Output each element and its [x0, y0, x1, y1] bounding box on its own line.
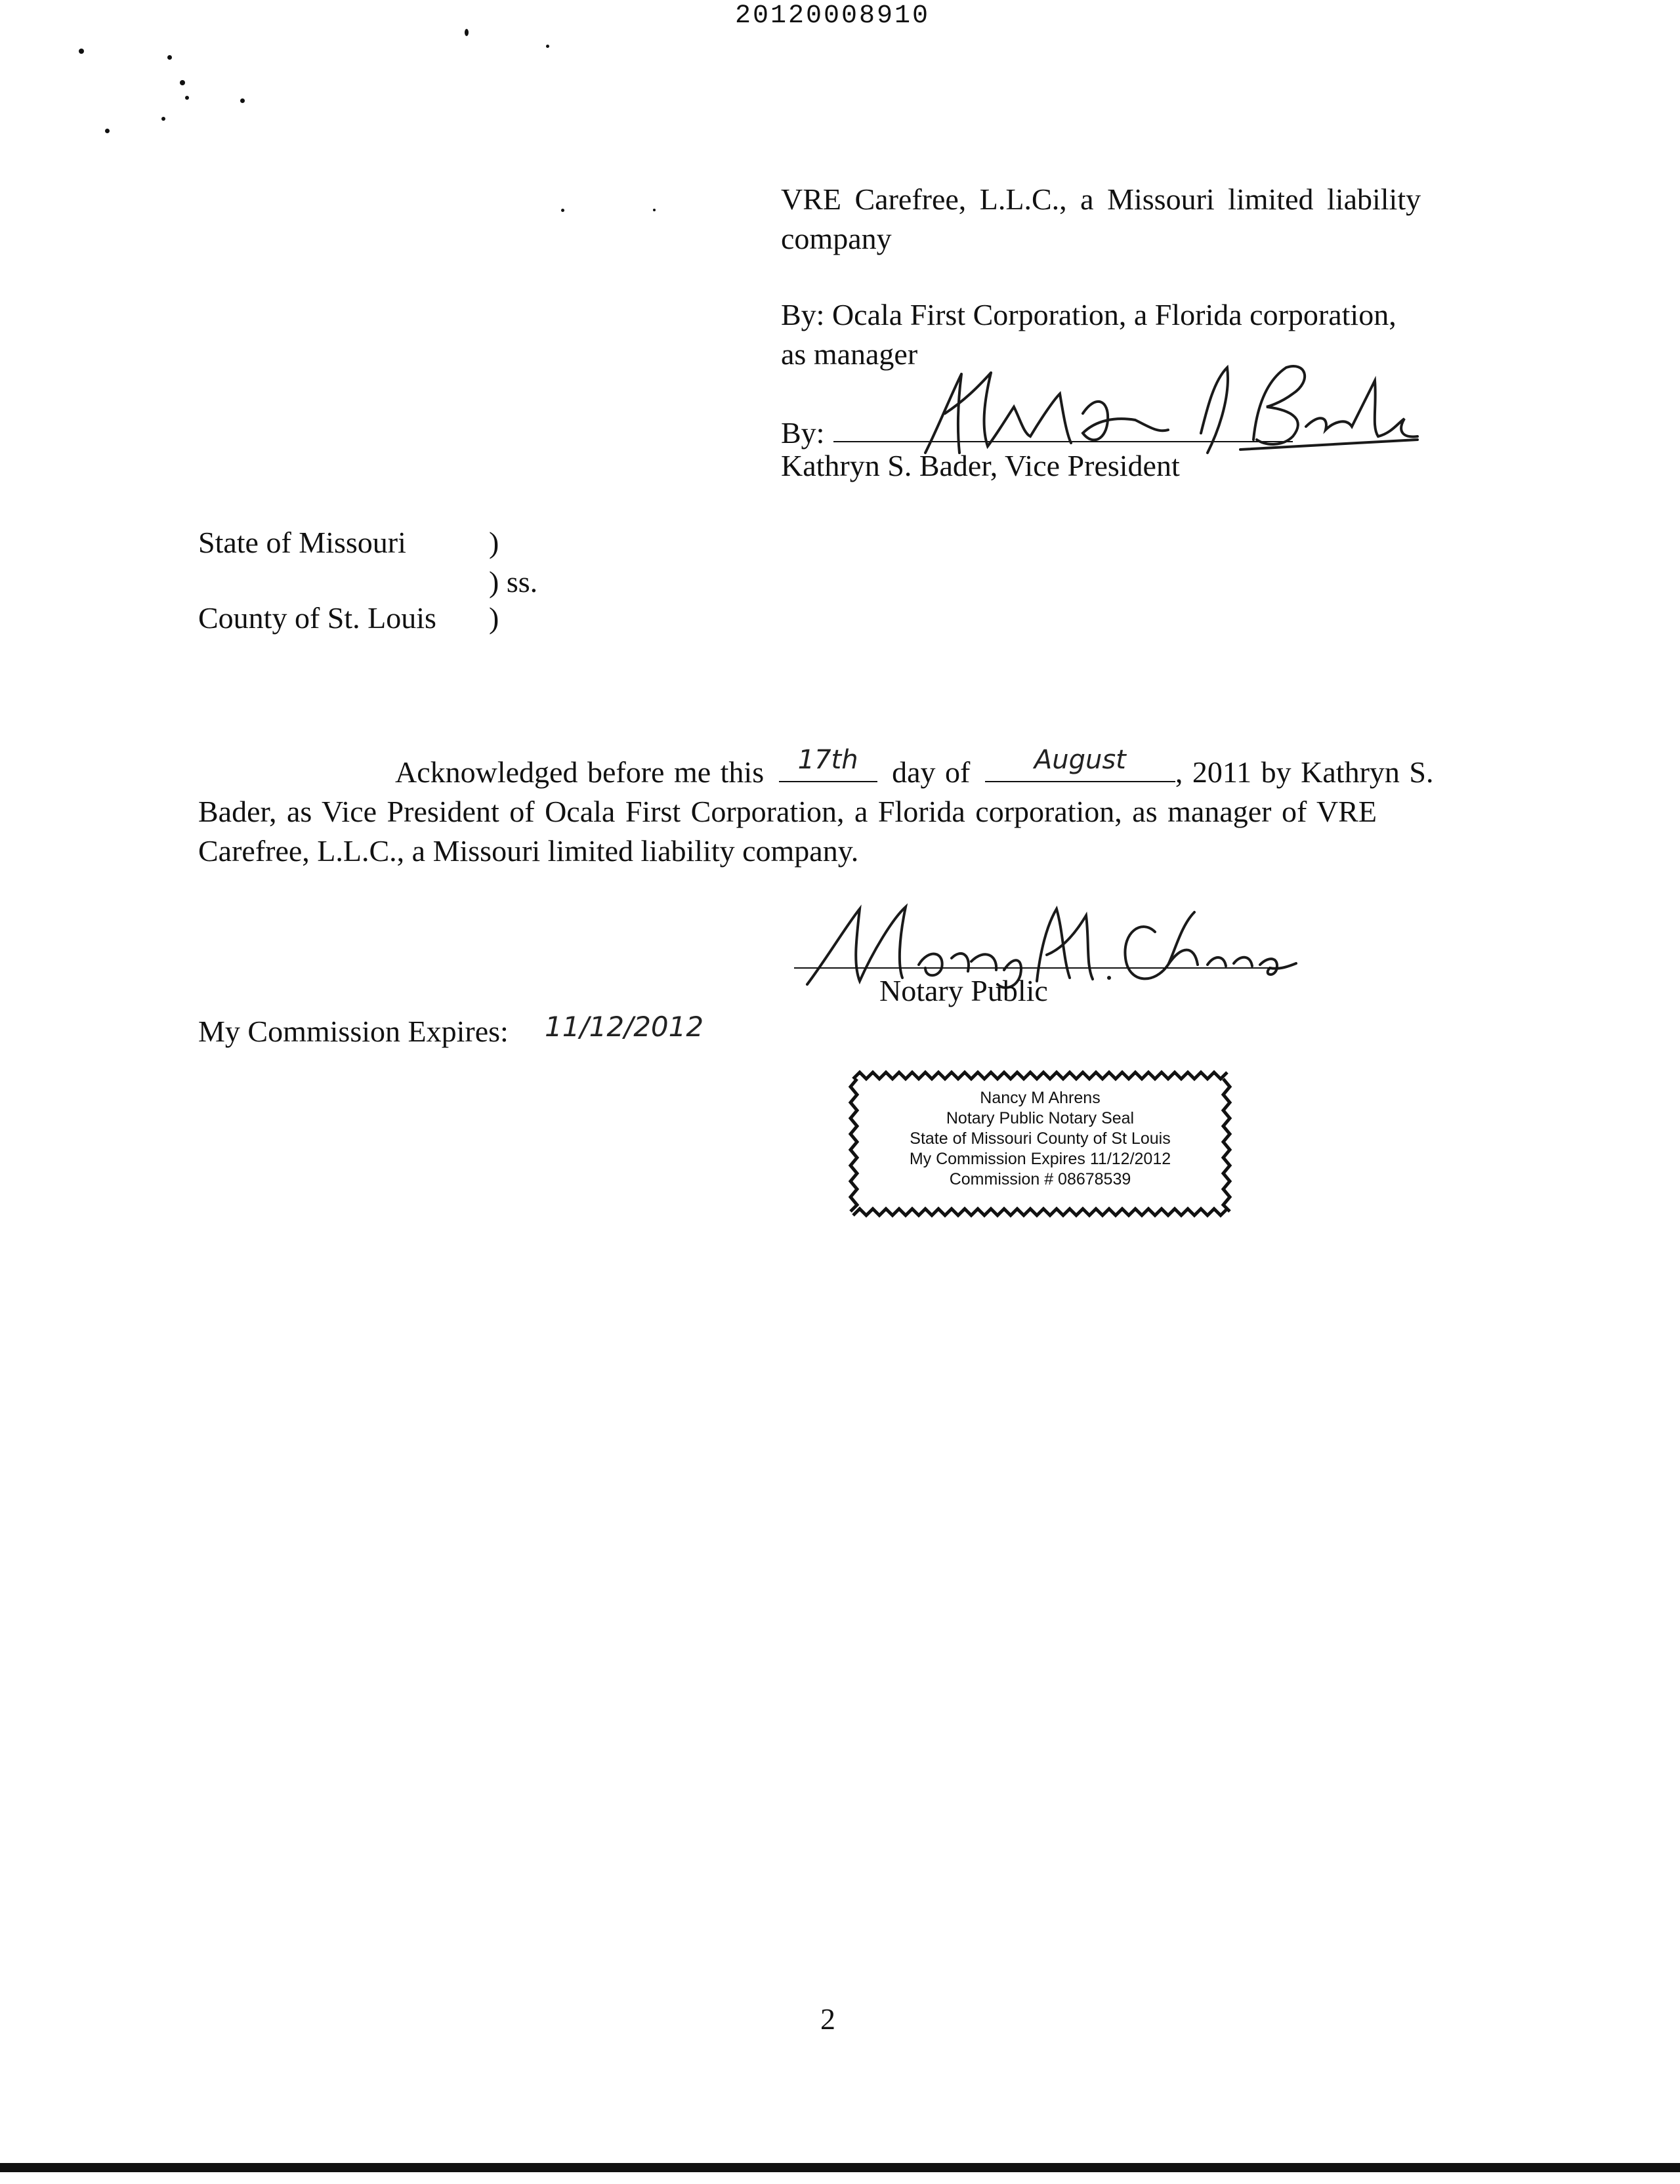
acknowledgment-day-blank [779, 745, 877, 782]
acknowledgment-paragraph [198, 745, 1471, 871]
acknowledgment-line-2: Bader, as Vice President of Ocala First Corporation, a Florida corporation, as manager of VRE [198, 795, 1377, 828]
seal-line-name: Nancy M Ahrens [980, 1089, 1101, 1107]
seal-line-title: Notary Public Notary Seal [946, 1109, 1135, 1127]
venue-ss: ) ss. [489, 565, 538, 598]
manager-line-1: By: Ocala First Corporation, a Florida corporation, [781, 298, 1396, 331]
signer-name-title: Kathryn S. Bader, Vice President [781, 449, 1180, 482]
company-line-2: company [781, 222, 892, 255]
venue-paren-open: ) [489, 526, 499, 559]
manager-line-2: as manager [781, 337, 918, 371]
acknowledgment-month-blank [985, 745, 1175, 782]
seal-line-expiry: My Commission Expires 11/12/2012 [909, 1150, 1171, 1168]
acknowledgment-day: 17th [797, 745, 858, 775]
scan-bottom-edge [0, 2163, 1680, 2172]
by-label: By: [781, 416, 825, 450]
acknowledgment-month: August [1034, 745, 1126, 775]
page-number: 2 [820, 2002, 835, 2036]
seal-text [847, 1088, 1234, 1190]
venue-county: County of St. Louis [198, 601, 436, 635]
commission-expires-date: 11/12/2012 [545, 1011, 704, 1043]
company-block [781, 180, 1490, 259]
document-number: 20120008910 [735, 1, 931, 31]
acknowledgment-line-1: Acknowledged before me this 17th day of August , 2011 by Kathryn S. [198, 748, 1471, 792]
seal-line-commission: Commission # 08678539 [949, 1170, 1131, 1188]
acknowledgment-line-3: Carefree, L.L.C., a Missouri limited liability company. [198, 834, 859, 868]
company-line-1: VRE Carefree, L.L.C., a Missouri limited liability [781, 182, 1421, 216]
notary-seal-stamp [847, 1068, 1234, 1219]
venue-paren-close: ) [489, 601, 499, 635]
venue-state: State of Missouri [198, 526, 406, 559]
seal-line-jurisdiction: State of Missouri County of St Louis [910, 1129, 1171, 1148]
notary-signature-line [794, 967, 1280, 969]
commission-expires-label: My Commission Expires: [198, 1015, 509, 1048]
notary-title: Notary Public [879, 974, 1048, 1007]
